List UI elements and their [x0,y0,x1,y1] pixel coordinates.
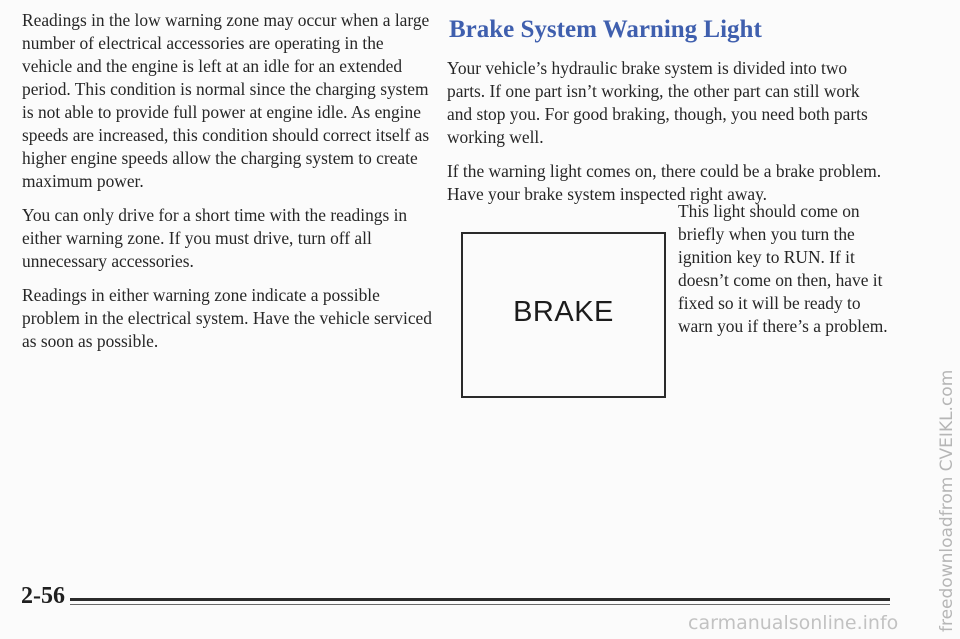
footer-rule-thin [70,604,890,605]
page-number: 2-56 [21,583,65,609]
paragraph-electrical-problem: Readings in either warning zone indicate a possible problem in the electrical system. Have the vehicle serviced as soon as possible. [22,285,432,351]
footer-rule [70,598,890,601]
warning-light-description: This light should come on briefly when you turn the ignition key to RUN. If it doesn’t come on then, have it fixed so it will be ready to warn you if there’s a problem. [678,201,888,336]
section-heading: Brake System Warning Light [449,16,762,43]
bottom-watermark: carmanualsonline.info [688,612,899,634]
side-watermark: freedownloadfrom CVEIKL.com [937,369,957,632]
paragraph-low-warning-zone: Readings in the low warning zone may occur when a large number of electrical accessories are operating in the vehicle and the engine is left at an idle for an extended period. This condition is normal since the charging system is not able to provide full power at engine idle. As engine speeds are increased, this condition should correct itself as higher engine speeds allow the charging system to create maximum power. [22,10,430,191]
paragraph-hydraulic-system: Your vehicle’s hydraulic brake system is divided into two parts. If one part isn’t working, the other part can still work and stop you. For good braking, though, you need both parts working well. [447,58,868,147]
paragraph-warning-light-on: If the warning light comes on, there could be a brake problem. Have your brake system inspected right away. [447,161,882,204]
brake-light-label: BRAKE [513,296,614,328]
brake-warning-light-illustration [461,232,666,398]
left-column [22,9,434,364]
paragraph-drive-short-time: You can only drive for a short time with the readings in either warning zone. If you must drive, turn off all unnecessary accessories. [22,205,408,271]
right-column [447,9,887,217]
brake-warning-light-section [461,201,891,404]
